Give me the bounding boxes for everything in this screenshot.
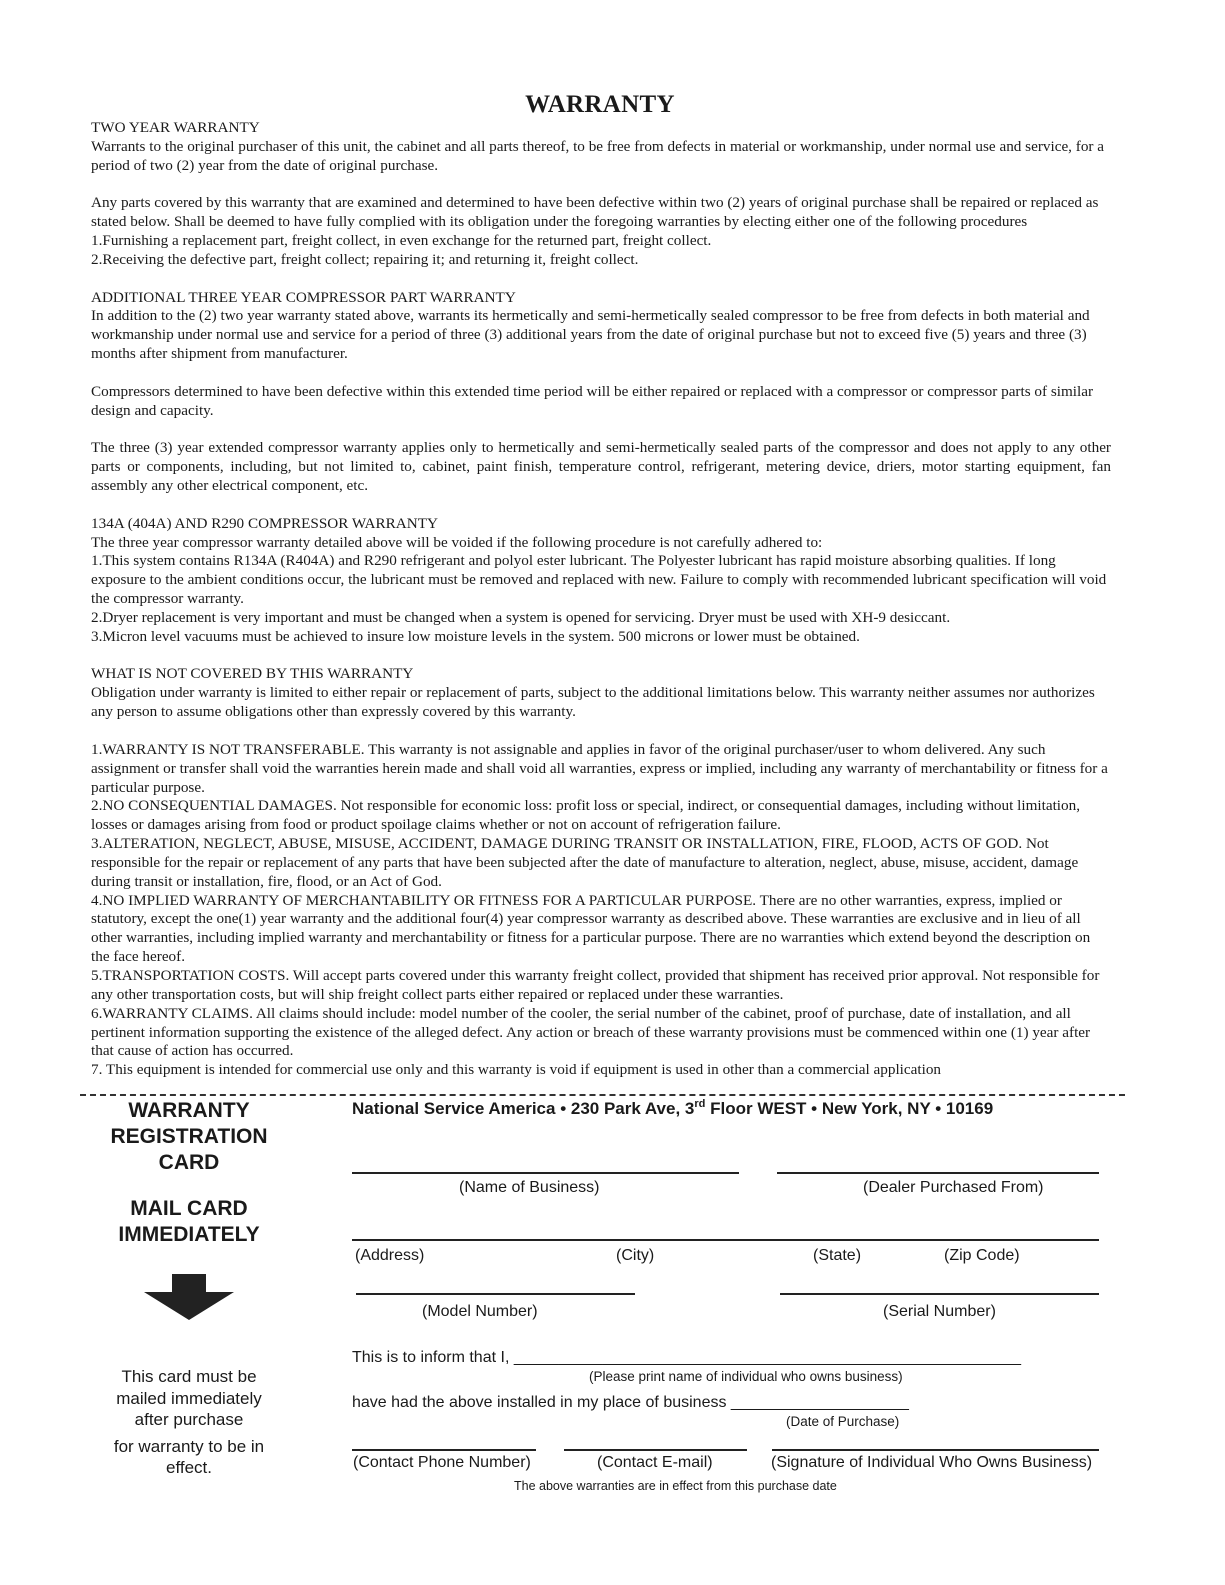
serial-number-label: (Serial Number)	[883, 1303, 996, 1320]
not-covered-paragraph: Obligation under warranty is limited to either repair or replacement of parts, subject to the additional limitations below. This warranty neither assumes nor authorizes any person to assume obligations other than expressly covered by this warranty.	[91, 684, 1095, 721]
card-title-line: REGISTRATION	[110, 1125, 268, 1148]
card-title-line: WARRANTY	[128, 1099, 250, 1122]
contact-phone-label: (Contact Phone Number)	[353, 1454, 531, 1471]
limitation-1: 1.WARRANTY IS NOT TRANSFERABLE. This warranty is not assignable and applies in favor of the original purchaser/user to whom delivered. Any such assignment or transfer shall void the warranties herein made and shall void all warranties, express or implied, including any warranty of merchantability or fitness for a particular purpose.	[91, 740, 1108, 796]
refrigerant-heading: 134A (404A) AND R290 COMPRESSOR WARRANTY	[91, 514, 438, 532]
city-label: (City)	[616, 1247, 655, 1264]
model-number-field[interactable]	[356, 1293, 635, 1295]
refrigerant-item-3: 3.Micron level vacuums must be achieved to insure low moisture levels in the system. 500 microns or lower must be obtained.	[91, 627, 860, 645]
footer-note: The above warranties are in effect from this purchase date	[514, 1479, 837, 1493]
dealer-purchased-from-field[interactable]	[777, 1172, 1099, 1174]
owner-name-field[interactable]: This is to inform that I, _________________________________________________________	[352, 1349, 1022, 1366]
refrigerant-item-1: 1.This system contains R134A (R404A) and R290 refrigerant and polyol ester lubricant. The Polyester lubricant has rapid moisture absorbing qualities. If long exposure to the ambient conditions occur, the lubricant must be removed and replaced with new. Failure to comply with recommended lubricant specification will void the compressor warranty.	[91, 552, 1107, 608]
address-prefix: National Service America • 230 Park Ave, 3	[352, 1099, 695, 1118]
address-label: (Address)	[355, 1247, 425, 1264]
contact-email-label: (Contact E-mail)	[597, 1454, 713, 1471]
compressor-paragraph-3: The three (3) year extended compressor warranty applies only to hermetically and semi-hermetically sealed parts of the compressor and does not apply to any other parts or components, including, but not limited to, cabinet, paint finish, temperature control, refrigerant, metering device, driers, motor starting equipment, fan assembly any other electrical component, etc.	[91, 439, 1111, 495]
name-of-business-label: (Name of Business)	[459, 1179, 600, 1196]
two-year-heading: TWO YEAR WARRANTY	[91, 119, 260, 136]
state-label: (State)	[813, 1247, 862, 1264]
dealer-purchased-from-label: (Dealer Purchased From)	[863, 1179, 1044, 1196]
card-note-line: for warranty to be in	[113, 1436, 265, 1456]
two-year-paragraph-2: Any parts covered by this warranty that are examined and determined to have been defective within two (2) years of original purchase shall be repaired or replaced as stated below. Shall be deemed to have fully complied with its obligation under the foregoing warranties by electing either one of the following procedures	[91, 194, 1099, 231]
card-title-line: CARD	[158, 1151, 220, 1174]
limitation-2: 2.NO CONSEQUENTIAL DAMAGES. Not responsible for economic loss: profit loss or special, indirect, or consequential damages, including without limitation, losses or damages arising from food or product spoilage claims whether or not on account of refrigeration failure.	[91, 797, 1080, 834]
contact-phone-field[interactable]	[352, 1449, 536, 1451]
refrigerant-intro: The three year compressor warranty detailed above will be voided if the following procedure is not carefully adhered to:	[91, 533, 823, 551]
serial-number-field[interactable]	[780, 1293, 1099, 1295]
compressor-paragraph-1: In addition to the (2) two year warranty stated above, warrants its hermetically and semi-hermetically sealed compressor to be free from defects in both material and workmanship under normal use and service for a period of three (3) additional years from the date of original purchase but not to exceed five (5) years and three (3) months after shipment from manufacturer.	[91, 307, 1090, 363]
date-of-purchase-field[interactable]: have had the above installed in my place of business ____________________	[352, 1394, 909, 1411]
name-of-business-field[interactable]	[352, 1172, 739, 1174]
print-name-hint: (Please print name of individual who owns business)	[589, 1369, 903, 1384]
mail-card-line: IMMEDIATELY	[118, 1223, 260, 1246]
limitation-5: 5.TRANSPORTATION COSTS. Will accept parts covered under this warranty freight collect, provided that shipment has received prior approval. Not responsible for any other transportation costs, but will ship freight collect parts either repaired or replaced under these warranties.	[91, 966, 1100, 1003]
page-title: WARRANTY	[525, 91, 675, 118]
card-note-line: effect.	[166, 1458, 212, 1477]
compressor-paragraph-2: Compressors determined to have been defective within this extended time period will be either repaired or replaced with a compressor or compressor parts of similar design and capacity.	[91, 382, 1094, 419]
date-of-purchase-label: (Date of Purchase)	[786, 1414, 900, 1429]
mail-card-line: MAIL CARD	[130, 1197, 248, 1220]
compressor-heading: ADDITIONAL THREE YEAR COMPRESSOR PART WARRANTY	[91, 288, 516, 306]
card-note-line: This card must be	[121, 1367, 257, 1386]
zip-code-label: (Zip Code)	[944, 1247, 1020, 1264]
limitation-3: 3.ALTERATION, NEGLECT, ABUSE, MISUSE, ACCIDENT, DAMAGE DURING TRANSIT OR INSTALLATION, FIRE, FLOOD, ACTS OF GOD. Not responsible for the repair or replacement of any parts that have been subjected after the date of manufacture to alteration, neglect, abuse, misuse, accident, damage during transit or installation, fire, flood, or an Act of God.	[91, 835, 1079, 890]
refrigerant-item-2: 2.Dryer replacement is very important and must be changed when a system is opened for servicing. Dryer must be used with XH-9 desiccant.	[91, 608, 951, 626]
address-suffix: Floor WEST • New York, NY • 10169	[705, 1099, 994, 1118]
two-year-paragraph-1: Warrants to the original purchaser of this unit, the cabinet and all parts thereof, to be free from defects in material or workmanship, under normal use and service, for a period of two (2) year from the date of original purchase.	[91, 137, 1105, 174]
not-covered-heading: WHAT IS NOT COVERED BY THIS WARRANTY	[91, 665, 414, 683]
card-note-line: after purchase	[134, 1410, 244, 1429]
two-year-item-1: 1.Furnishing a replacement part, freight collect, in even exchange for the returned part, freight collect.	[91, 232, 712, 250]
mailing-address	[352, 1098, 993, 1119]
limitation-6: 6.WARRANTY CLAIMS. All claims should include: model number of the cooler, the serial number of the cabinet, proof of purchase, date of installation, and all pertinent information supporting the existence of the alleged defect. Any action or breach of these warranty provisions must be commenced within one (1) year after that cause of action has occurred.	[91, 1004, 1091, 1060]
address-superscript: rd	[694, 1098, 706, 1110]
limitation-4: 4.NO IMPLIED WARRANTY OF MERCHANTABILITY OR FITNESS FOR A PARTICULAR PURPOSE. There are no other warranties, express, implied or statutory, except the one(1) year warranty and the additional four(4) year compressor warranty as described above. These warranties are exclusive and in lieu of all other warranties, including implied warranty and merchantability or fitness for a particular purpose. There are no warranties which extend beyond the description on the face hereof.	[91, 891, 1091, 966]
signature-label: (Signature of Individual Who Owns Business)	[771, 1454, 1093, 1471]
address-field[interactable]	[352, 1239, 1099, 1241]
two-year-item-2: 2.Receiving the defective part, freight collect; repairing it; and returning it, freight collect.	[91, 250, 639, 268]
contact-email-field[interactable]	[564, 1449, 747, 1451]
card-note-line: mailed immediately	[116, 1388, 262, 1408]
limitation-7: 7. This equipment is intended for commercial use only and this warranty is void if equipment is used in other than a commercial application	[91, 1061, 942, 1079]
model-number-label: (Model Number)	[422, 1303, 538, 1320]
signature-field[interactable]	[772, 1449, 1099, 1451]
